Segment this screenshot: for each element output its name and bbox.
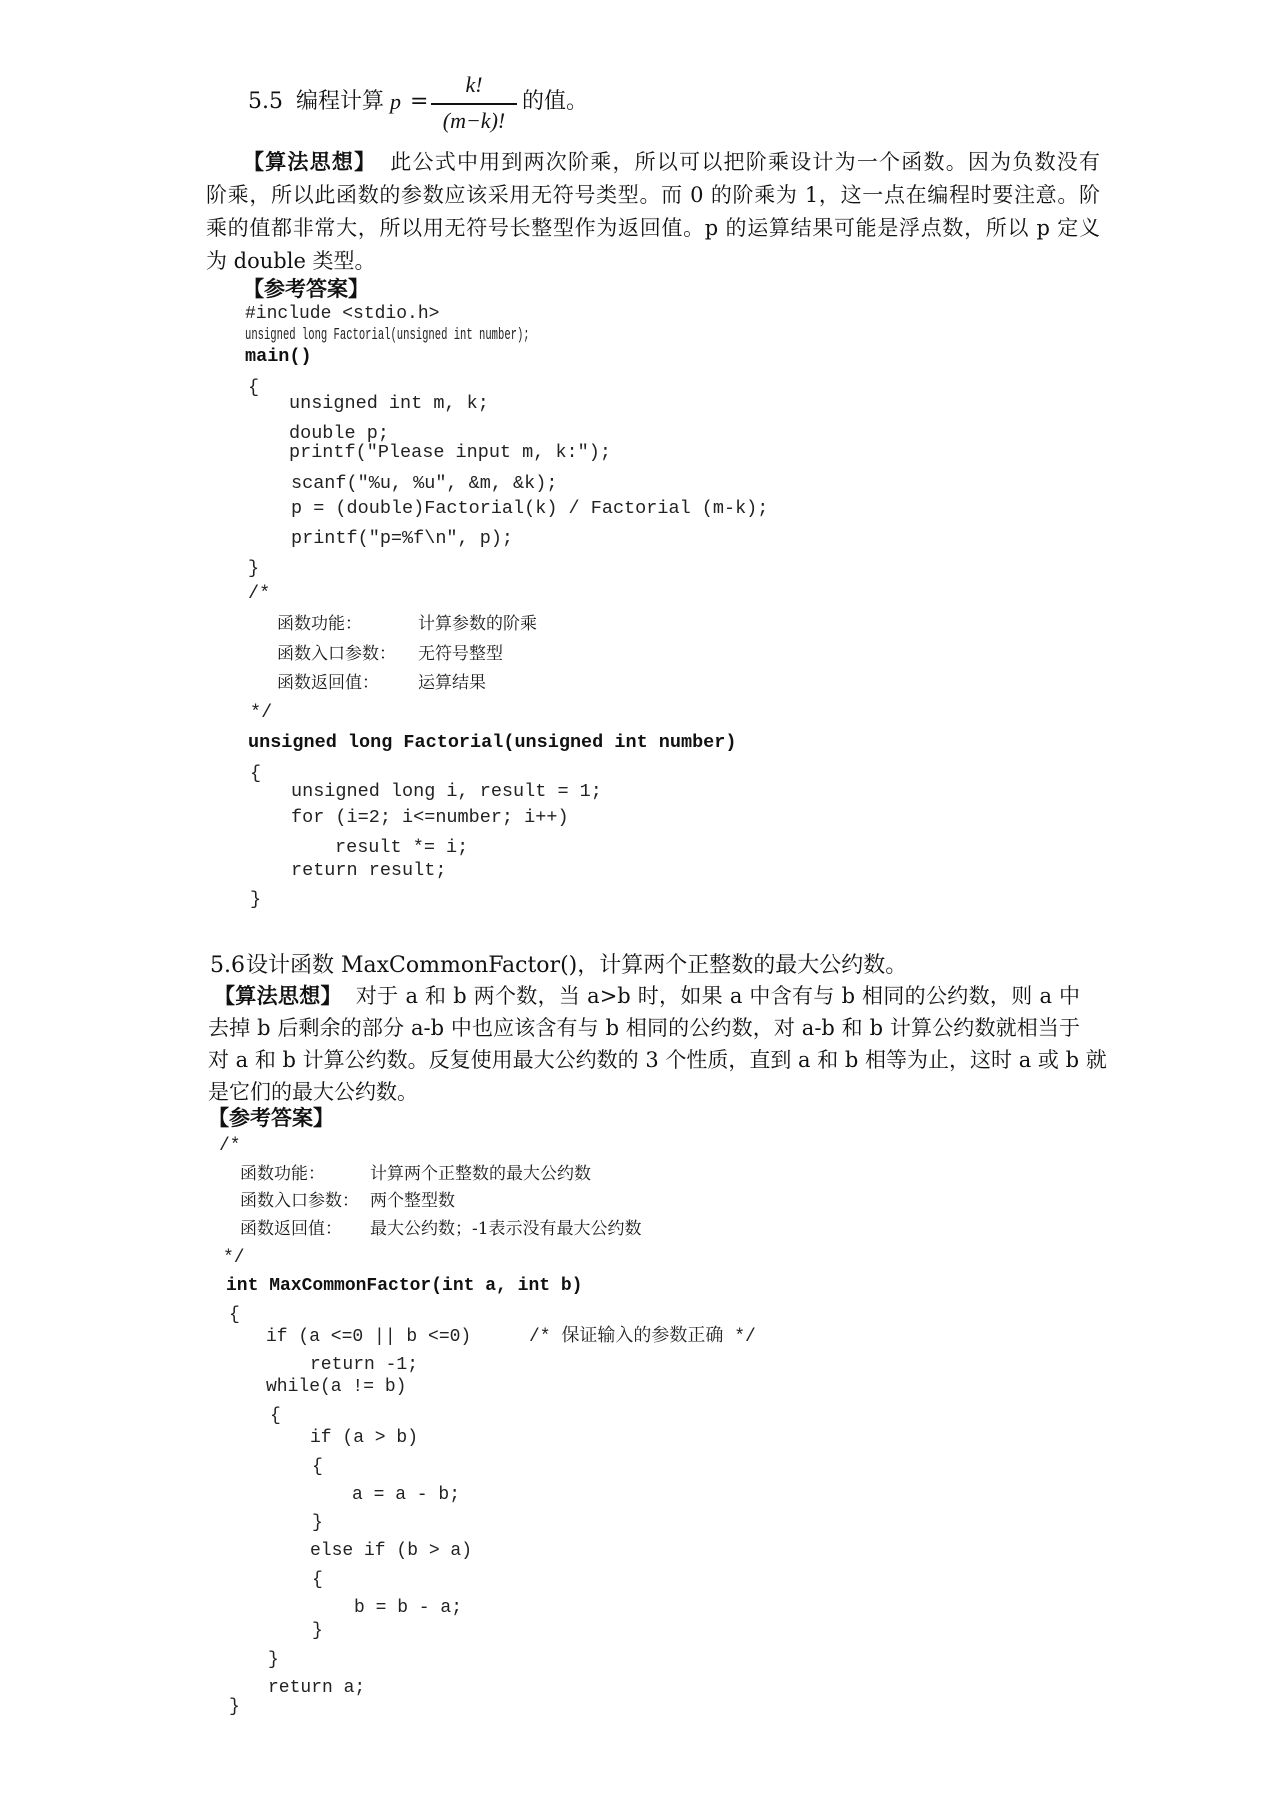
algorithm-line: 阶乘，所以此函数的参数应该采用无符号类型。而 0 的阶乘为 1，这一点在编程时要注意。阶 — [206, 183, 1100, 207]
algorithm-label: 【算法思想】 — [214, 983, 342, 1008]
code-line: unsigned long i, result = 1; — [291, 781, 602, 802]
comment-open: /* — [219, 1136, 241, 1156]
algorithm-line: 去掉 b 后剩余的部分 a-b 中也应该含有与 b 相同的公约数，对 a-b 和 b 计算公约数就相当于 — [208, 1016, 1080, 1040]
code-line: #include <stdio.h> — [245, 304, 440, 324]
code-line: p = (double)Factorial(k) / Factorial (m-k); — [291, 498, 769, 519]
algorithm-line — [243, 147, 1100, 177]
code-line: a = a - b; — [352, 1485, 461, 1505]
code-line: b = b - a; — [354, 1598, 463, 1618]
formula-denominator: (m−k)! — [442, 108, 506, 133]
code-line: } — [312, 1513, 323, 1533]
comment-value: 运算结果 — [418, 673, 486, 693]
code-line: { — [270, 1406, 281, 1426]
section-title-suffix: 的值。 — [522, 89, 589, 114]
code-line: unsigned long Factorial(unsigned int number); — [245, 326, 530, 345]
code-line: unsigned int m, k; — [289, 393, 489, 414]
comment-label: 函数入口参数： — [240, 1191, 359, 1211]
code-line: while(a != b) — [266, 1377, 407, 1397]
code-line: { — [229, 1305, 240, 1325]
comment-value: 无符号整型 — [418, 644, 503, 664]
algorithm-text: 对于 a 和 b 两个数，当 a>b 时，如果 a 中含有与 b 相同的公约数，则 a 中 — [355, 984, 1080, 1008]
comment-close: */ — [250, 702, 273, 723]
code-line: } — [229, 1697, 240, 1717]
formula-equals: = — [410, 89, 429, 114]
algorithm-line: 乘的值都非常大，所以用无符号长整型作为返回值。p 的运算结果可能是浮点数，所以 p 定义 — [206, 216, 1100, 240]
code-line: printf("Please input m, k:"); — [289, 442, 611, 463]
code-line: printf("p=%f\n", p); — [291, 528, 514, 549]
code-line: return a; — [268, 1678, 366, 1698]
comment-value: 计算参数的阶乘 — [418, 614, 537, 634]
algorithm-text: 此公式中用到两次阶乘，所以可以把阶乘设计为一个函数。因为负数没有 — [390, 150, 1100, 174]
code-line: { — [248, 377, 260, 398]
code-line: scanf("%u, %u", &m, &k); — [291, 473, 558, 494]
code-line: int MaxCommonFactor(int a, int b) — [226, 1276, 583, 1296]
comment-open: /* — [248, 583, 271, 604]
section-title: 编程计算 — [296, 89, 385, 114]
code-line: } — [250, 889, 262, 910]
formula-lhs: p — [390, 89, 401, 114]
comment-value: 最大公约数；-1表示没有最大公约数 — [370, 1219, 642, 1239]
formula-numerator: k! — [465, 72, 483, 97]
code-line: } — [248, 558, 260, 579]
code-line: } — [312, 1621, 323, 1641]
code-line: return result; — [291, 860, 447, 881]
comment-label: 函数功能： — [277, 614, 362, 634]
algorithm-line: 是它们的最大公约数。 — [208, 1080, 418, 1104]
code-line: main() — [245, 346, 312, 367]
section-title: 设计函数 MaxCommonFactor()，计算两个正整数的最大公约数。 — [246, 953, 908, 978]
code-line: } — [268, 1650, 279, 1670]
code-line: result *= i; — [335, 837, 469, 858]
code-line: unsigned long Factorial(unsigned int number) — [248, 732, 737, 753]
comment-label: 函数功能： — [240, 1164, 325, 1184]
code-line: return -1; — [310, 1355, 419, 1375]
code-line: { — [250, 763, 262, 784]
code-line: for (i=2; i<=number; i++) — [291, 807, 569, 828]
algorithm-label: 【算法思想】 — [243, 149, 377, 174]
algorithm-line: 对 a 和 b 计算公约数。反复使用最大公约数的 3 个性质，直到 a 和 b 相等为止，这时 a 或 b 就 — [208, 1048, 1107, 1072]
code-line: { — [312, 1570, 323, 1590]
section-number: 5.6 — [210, 953, 245, 978]
code-line: double p; — [289, 423, 389, 444]
comment-value: 两个整型数 — [370, 1191, 455, 1211]
code-line: if (a <=0 || b <=0) — [266, 1327, 472, 1347]
answer-label: 【参考答案】 — [243, 276, 369, 301]
algorithm-line — [214, 981, 1080, 1011]
answer-label: 【参考答案】 — [208, 1105, 334, 1130]
section-number: 5.5 — [248, 89, 283, 114]
comment-value: 计算两个正整数的最大公约数 — [370, 1164, 591, 1184]
code-line: else if (b > a) — [310, 1541, 473, 1561]
code-line: { — [312, 1457, 323, 1477]
algorithm-line: 为 double 类型。 — [206, 249, 376, 273]
inline-comment: /* 保证输入的参数正确 */ — [529, 1327, 756, 1347]
code-line: if (a > b) — [310, 1428, 419, 1448]
comment-close: */ — [223, 1248, 245, 1268]
comment-label: 函数入口参数： — [277, 644, 396, 664]
fraction-bar — [431, 103, 517, 105]
comment-label: 函数返回值： — [240, 1219, 342, 1239]
comment-label: 函数返回值： — [277, 673, 379, 693]
